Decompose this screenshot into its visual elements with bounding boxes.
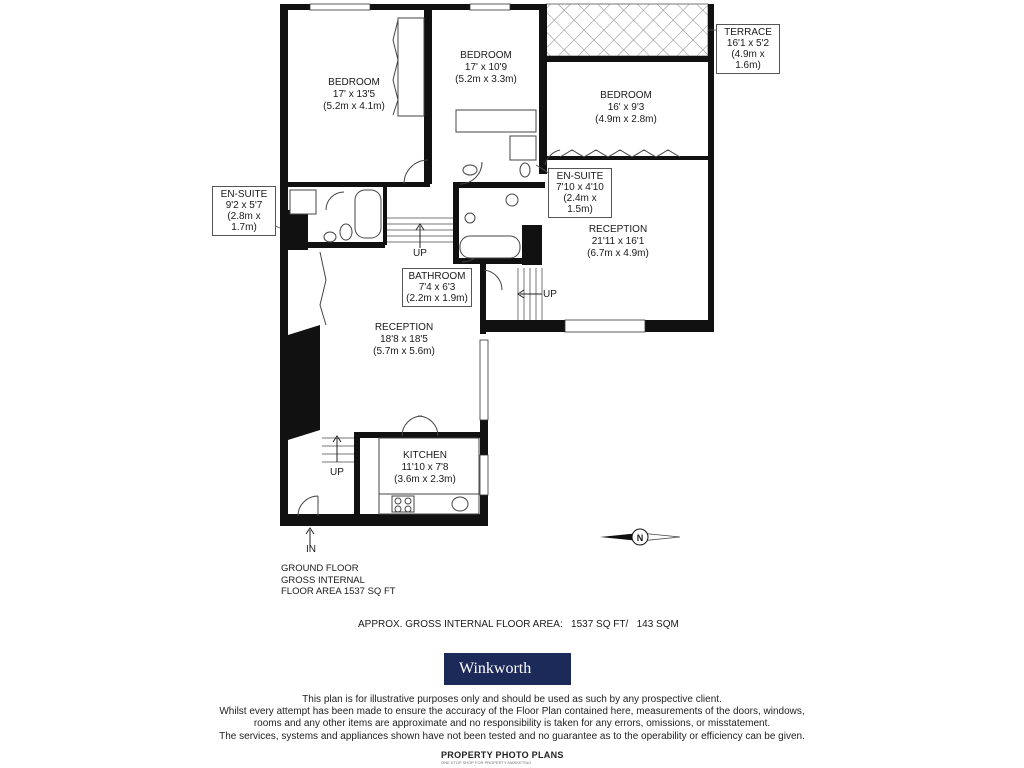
- room-dims-kitchen: 11'10 x 7'8: [401, 462, 449, 473]
- room-name-reception-2: RECEPTION: [374, 322, 434, 333]
- room-name: BATHROOM: [408, 271, 466, 282]
- room-name: EN-SUITE: [556, 171, 604, 182]
- floor-caption: [281, 563, 396, 598]
- room-name-reception-1: RECEPTION: [588, 224, 648, 235]
- room-name-bedroom-1: BEDROOM: [328, 77, 380, 88]
- partition-bifold: [560, 150, 680, 157]
- room-dims-bedroom-3: 16' x 9'3: [607, 102, 645, 113]
- room-metric: (2.2m x 1.9m): [406, 293, 468, 304]
- room-metric-reception-2: (5.7m x 5.6m): [373, 346, 435, 357]
- room-dims: 7'4 x 6'3: [418, 282, 456, 293]
- room-metric: (4.9m x 1.6m): [731, 49, 765, 71]
- room-dims-bedroom-2: 17' x 10'9: [464, 62, 508, 73]
- label-terrace: [716, 24, 780, 74]
- room-name: EN-SUITE: [220, 189, 268, 200]
- room-metric: (2.8m x 1.7m): [227, 211, 261, 233]
- terrace-area: [546, 4, 708, 56]
- room-dims-bedroom-1: 17' x 13'5: [332, 89, 376, 100]
- label-bathroom: [402, 268, 472, 307]
- room-dims: 7'10 x 4'10: [556, 182, 604, 193]
- room-name-kitchen: KITCHEN: [403, 450, 447, 461]
- room-metric-reception-1: (6.7m x 4.9m): [587, 248, 649, 259]
- floor-caption-line: GROSS INTERNAL: [281, 574, 365, 586]
- sanitary-ware: [290, 136, 536, 258]
- agent-logo: Winkworth: [444, 653, 571, 685]
- stairs-up-label: UP: [413, 248, 427, 259]
- disclaimer-line: This plan is for illustrative purposes only and should be used as such by any prospective client.: [302, 694, 722, 705]
- compass-north-label: N: [636, 533, 644, 543]
- room-metric-bedroom-1: (5.2m x 4.1m): [323, 101, 385, 112]
- footer-logo: PROPERTY PHOTO PLANS: [441, 750, 564, 760]
- room-dims-reception-1: 21'11 x 16'1: [591, 236, 645, 247]
- room-metric-bedroom-3: (4.9m x 2.8m): [595, 114, 657, 125]
- disclaimer-line: The services, systems and appliances shown have not been tested and no guarantee as to the operability or efficiency can be given.: [219, 730, 805, 742]
- footer-tagline: ONE STOP SHOP FOR PROPERTY MARKETING: [441, 760, 532, 765]
- room-name: TERRACE: [724, 27, 772, 38]
- room-metric-bedroom-2: (5.2m x 3.3m): [455, 74, 517, 85]
- room-dims: 9'2 x 5'7: [225, 200, 263, 211]
- reception-bifold: [320, 252, 326, 325]
- wardrobe-bifold: [393, 20, 398, 115]
- room-name-bedroom-3: BEDROOM: [600, 90, 652, 101]
- room-metric-kitchen: (3.6m x 2.3m): [394, 474, 456, 485]
- stairs-up-label: UP: [543, 289, 557, 300]
- room-metric: (2.4m x 1.5m): [563, 193, 597, 215]
- disclaimer: [180, 694, 844, 743]
- area-summary: APPROX. GROSS INTERNAL FLOOR AREA: 1537 SQ FT/ 143 SQM: [358, 619, 679, 630]
- disclaimer-line: Whilst every attempt has been made to ensure the accuracy of the Floor Plan contained here, measurements of the doors, windows,: [219, 706, 805, 718]
- stairs-reception: [518, 268, 542, 322]
- label-en-suite-1: [548, 168, 612, 218]
- wardrobe-bedroom-2: [456, 110, 536, 132]
- room-name-bedroom-2: BEDROOM: [460, 50, 512, 61]
- stairs-entrance: [322, 438, 354, 462]
- entrance-label: IN: [306, 544, 316, 555]
- room-dims: 16'1 x 5'2: [726, 38, 770, 49]
- label-en-suite-2: [212, 186, 276, 236]
- room-dims-reception-2: 18'8 x 18'5: [380, 334, 428, 345]
- floor-caption-line: GROUND FLOOR: [281, 563, 359, 574]
- stairs-up-label: UP: [330, 467, 344, 478]
- wardrobe-front: [398, 18, 424, 116]
- floor-caption-line: FLOOR AREA 1537 SQ FT: [281, 586, 396, 597]
- disclaimer-line: rooms and any other items are approximate and no responsibility is taken for any errors, omissions, or misstatement.: [253, 718, 771, 730]
